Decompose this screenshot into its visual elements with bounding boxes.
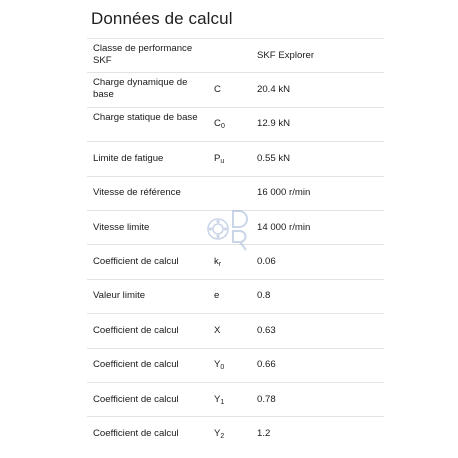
table-row: [87, 279, 384, 313]
row-value: 0.66: [257, 359, 276, 371]
row-label: Vitesse de référence: [93, 187, 181, 199]
table-row: [87, 176, 384, 210]
table-row: [87, 210, 384, 244]
row-symbol: $Y_0$: [214, 359, 225, 372]
row-label: Coefficient de calcul: [93, 324, 179, 336]
row-symbol: $C_0$: [214, 118, 225, 131]
row-label: Limite de fatigue: [93, 152, 164, 164]
row-label: Charge dynamique de base: [93, 77, 188, 101]
table-row: [87, 313, 384, 347]
row-value: 1.2: [257, 427, 271, 439]
row-label: Valeur limite: [93, 290, 146, 302]
row-symbol: C: [214, 84, 221, 96]
row-symbol: $P_u$: [214, 152, 225, 165]
row-value: 0.55 kN: [257, 152, 291, 164]
page-title: Données de calcul: [91, 9, 233, 28]
table-row: [87, 348, 384, 382]
row-value: 20.4 kN: [257, 84, 291, 96]
row-value: 16 000 r/min: [257, 187, 311, 199]
table-row: [87, 416, 384, 450]
row-symbol: $k_r$: [214, 256, 222, 269]
table-row: [87, 244, 384, 278]
row-symbol: X: [214, 324, 221, 336]
table-row: [87, 141, 384, 175]
row-label: Classe de performance SKF: [93, 43, 193, 66]
row-label: Vitesse limite: [93, 221, 150, 233]
row-value: 0.63: [257, 324, 276, 336]
row-value: SKF Explorer: [257, 49, 315, 61]
calculation-data-table: [87, 38, 384, 451]
row-label: Coefficient de calcul: [93, 393, 179, 405]
table-row: [87, 107, 384, 141]
row-symbol: $Y_2$: [214, 427, 225, 440]
row-label: Charge statique de base: [93, 111, 198, 123]
row-value: 12.9 kN: [257, 118, 291, 130]
row-value: 0.06: [257, 256, 276, 268]
table-row: [87, 38, 384, 72]
table-row: [87, 382, 384, 416]
row-symbol: e: [214, 290, 220, 302]
row-label: Coefficient de calcul: [93, 359, 179, 371]
row-value: 0.78: [257, 393, 276, 405]
row-label: Coefficient de calcul: [93, 427, 179, 439]
table-row: [87, 72, 384, 106]
row-value: 14 000 r/min: [257, 221, 311, 233]
row-value: 0.8: [257, 290, 271, 302]
row-label: Coefficient de calcul: [93, 256, 179, 268]
row-symbol: $Y_1$: [214, 393, 225, 406]
